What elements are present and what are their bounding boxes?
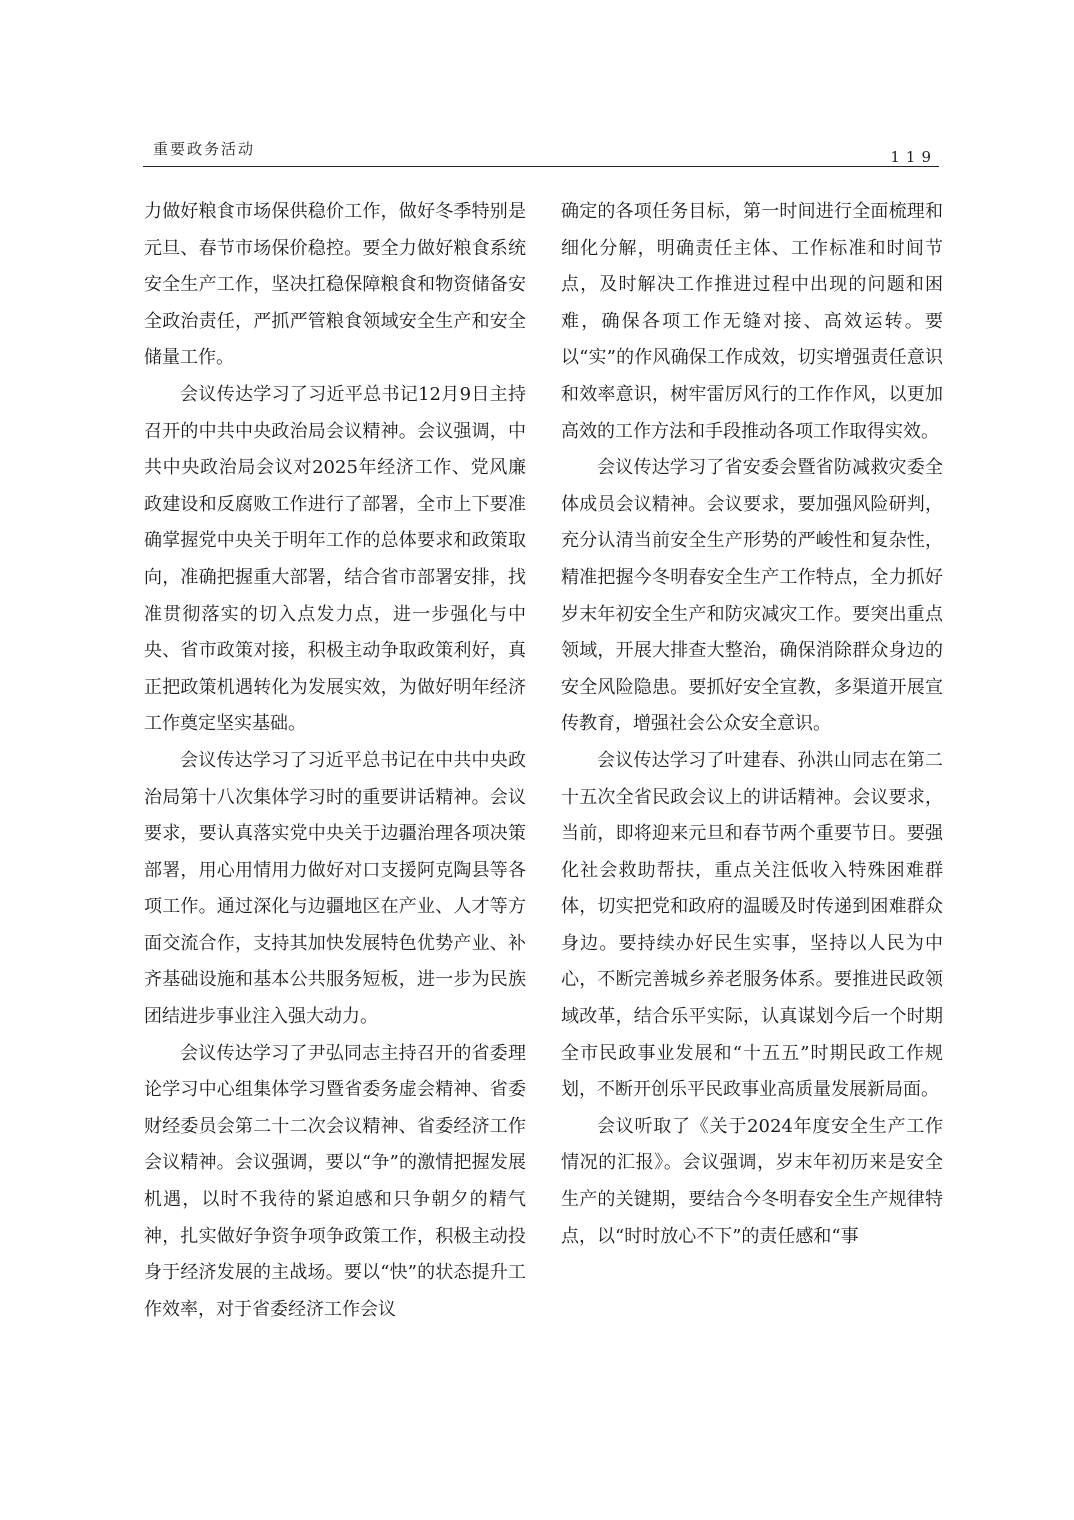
paragraph-civil-affairs: 会议传达学习了叶建春、孙洪山同志在第二十五次全省民政会议上的讲话精神。会议要求，当前，即将迎来元旦和春节两个重要节日。要强化社会救助帮扶，重点关注低收入特殊困难群体，切实把党和政府的温暖及时传递到困难群众身边。要持续办好民生实事，坚持以人民为中心，不断完善城乡养老服务体系。要推进民政领域改革，结合乐平实际，认真谋划今后一个时期全市民政事业发展和“十五五”时期民政工作规划，不断开创乐平民政事业高质量发展新局面。 (561, 749, 943, 1101)
paragraph-politburo-meeting: 会议传达学习了习近平总书记12月9日主持召开的中共中央政治局会议精神。会议强调，中共中央政治局会议对2025年经济工作、党风廉政建设和反腐败工作进行了部署，全市上下要准确掌握党中央关于明年工作的总体要求和政策取向，准确把握重大部署，结合省市部署安排，找准贯彻落实的切入点发力点，进一步强化与中央、省市政策对接，积极主动争取政策利好，真正把政策机遇转化为发展实效，为做好明年经济工作奠定坚实基础。 (144, 383, 526, 735)
page-number: 119 (890, 148, 937, 166)
paragraph-safety-committee: 会议传达学习了省安委会暨省防减救灾委全体成员会议精神。会议要求，要加强风险研判，充分认清当前安全生产形势的严峻性和复杂性，精准把握今冬明春安全生产工作特点，全力抓好岁末年初安全生产和防灾减灾工作。要突出重点领域，开展大排查大整治，确保消除群众身边的安全风险隐患。要抓好安全宣教，多渠道开展宣传教育，增强社会公众安全意识。 (561, 457, 943, 735)
paragraph-border-governance: 会议传达学习了习近平总书记在中共中央政治局第十八次集体学习时的重要讲话精神。会议要求，要认真落实党中央关于边疆治理各项决策部署，用心用情用力做好对口支援阿克陶县等各项工作。通过深化与边疆地区在产业、人才等方面交流合作，支持其加快发展特色优势产业、补齐基础设施和基本公共服务短板，进一步为民族团结进步事业注入强大动力。 (144, 749, 526, 1028)
paragraph-continuation: 确定的各项任务目标，第一时间进行全面梳理和细化分解，明确责任主体、工作标准和时间节点，及时解决工作推进过程中出现的问题和困难，确保各项工作无缝对接、高效运转。要以“实”的作风确保工作成效，切实增强责任意识和效率意识，树牢雷厉风行的工作作风，以更加高效的工作方法和手段推动各项工作取得实效。 (561, 201, 943, 442)
paragraph-safety-report: 会议听取了《关于2024年度安全生产工作情况的汇报》。会议强调，岁末年初历来是安全生产的关键期，要结合今冬明春安全生产规律特点，以“时时放心不下”的责任感和“事 (561, 1115, 943, 1247)
paragraph-continuation: 力做好粮食市场保供稳价工作，做好冬季特别是元旦、春节市场保价稳控。要全力做好粮食系统安全生产工作，坚决扛稳保障粮食和物资储备安全政治责任，严抓严管粮食领域安全生产和安全储量工作。 (144, 201, 526, 369)
page-header (143, 134, 939, 167)
paragraph-provincial-meetings: 会议传达学习了尹弘同志主持召开的省委理论学习中心组集体学习暨省委务虚会精神、省委财经委员会第二十二次会议精神、省委经济工作会议精神。会议强调，要以“争”的激情把握发展机遇，以时不我待的紧迫感和只争朝夕的精气神，扎实做好争资争项争政策工作，积极主动投身于经济发展的主战场。要以“快”的状态提升工作效率，对于省委经济工作会议 (144, 1042, 526, 1320)
section-title: 重要政务活动 (153, 140, 256, 158)
right-column (561, 194, 943, 1255)
left-column (144, 194, 526, 1328)
